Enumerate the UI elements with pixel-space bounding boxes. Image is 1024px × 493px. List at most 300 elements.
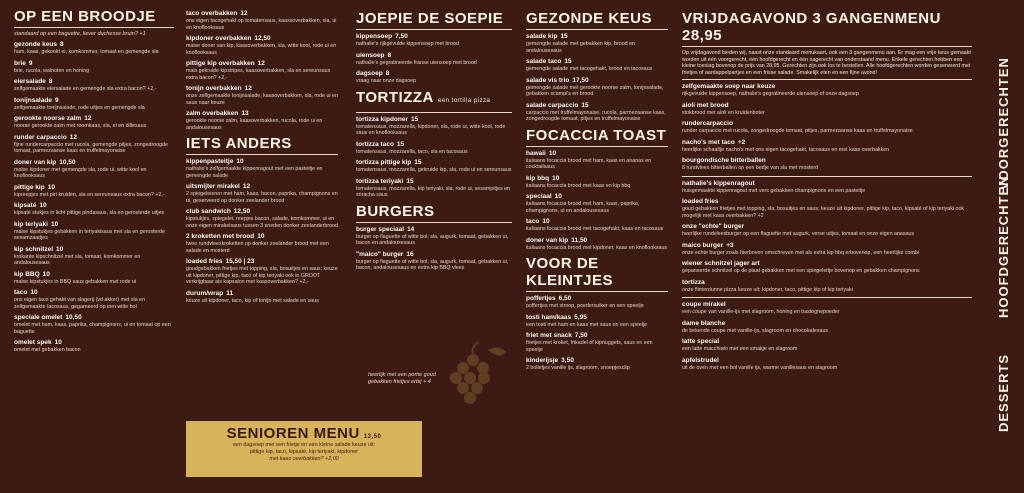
menu-item-name: wiener schnitzel jager art <box>682 260 760 267</box>
menu-item <box>682 320 972 335</box>
menu-item-description: gemengde salade met tacogehakt, brood en tacosaus <box>526 66 653 72</box>
menu-item-name: zelfgemaakte soep naar keuze <box>682 83 776 90</box>
menu-item <box>186 10 338 31</box>
menu-item-name: rundercarpaccio <box>682 120 733 127</box>
kleintjes-heading: VOOR DE KLEINTJES <box>526 255 614 289</box>
menu-item-title <box>14 202 174 210</box>
menu-item-description: tomatensaus, mozzarella, kip teriyaki, sla, rode ui, sesampitjes en sriracha saus <box>356 185 510 198</box>
burgers-heading: BURGERS <box>356 202 435 220</box>
menu-item-price: 16 <box>406 250 414 258</box>
menu-item-name: kip bbq <box>526 174 550 182</box>
menu-item-price: 6,50 <box>558 295 572 302</box>
menu-item-name: eiersalade <box>14 78 46 85</box>
menu-item-description: een tosti met ham en kaas met saus en een speelje <box>526 321 648 328</box>
menu-item <box>14 97 174 112</box>
vrijdag-heading: VRIJDAGAVOND 3 GANGENMENU 28,95 <box>682 10 941 44</box>
menu-item-title <box>682 260 972 268</box>
menu-item <box>14 159 174 180</box>
menu-item-price: 17,50 <box>572 76 589 84</box>
menu-item-name: kippenpasteitje <box>186 158 234 165</box>
menu-item-name: loaded fries <box>186 258 223 265</box>
menu-item-title <box>186 60 338 68</box>
menu-item-name: "maico" burger <box>356 250 404 258</box>
menu-item-price: 12 <box>242 183 251 190</box>
menu-item-description: nathalie's gegratineerde franse uiensoep met brood <box>356 59 477 66</box>
menu-item-description: malse kipdoner met gemengde sla, rode ui, witte kool en knoflooksaus <box>14 166 147 179</box>
menu-item-name: pittige kip overbakken <box>186 60 255 67</box>
menu-item-name: tonijn overbakken <box>186 85 242 92</box>
menu-item-price: 11,50 <box>571 236 588 244</box>
divider <box>356 222 512 223</box>
gezond-heading: GEZONDE KEUS <box>526 10 653 27</box>
menu-item <box>526 58 668 73</box>
menu-item-description: ham, kaas, gekookt ei, komkommer, tomaat en gemengde sla <box>14 49 159 55</box>
menu-item <box>186 183 338 204</box>
menu-item-name: brie <box>14 59 26 67</box>
menu-item-name: coupe mirakel <box>682 301 726 308</box>
menu-item <box>356 251 512 272</box>
vrijdag-intro: Op vrijdagavond bieden wij, naast onze standaard menukaart, ook een 3 gangenmenu aan. Er mag een vrije keus gemaakt worden uit één voorgerecht, één hoofdgerecht en één nagerecht van onderstaand menu. Enkele gerechten hebben een kleine toeslag bovenop de prijs van 28,95. Gerechten zijn ook los te bestellen. Alle hoofdgerechten worden geserveerd met frietjes of aardappelpartjes en een frisse salade. Smakelijk eten en een fijne avond! <box>682 50 971 76</box>
menu-item-name: kipdoner overbakken <box>186 35 252 42</box>
desserts-list <box>682 301 972 371</box>
menu-item-description: ons eigen taco gehakt van slagerij (vd akker) met sla en zelfgemaakte tacosaus, gegarneerd op een witte bol <box>14 297 146 310</box>
broodje-column <box>14 8 174 491</box>
menu-item-description: malse kipstukjes in BBQ saus gebakken met rode ui <box>14 278 137 285</box>
menu-item-description: kipreepjes met piri kruiden, sla en sereunsaus extra bacon? +2,- <box>14 191 165 198</box>
menu-item <box>186 208 338 229</box>
menu-item <box>356 159 512 174</box>
kleintjes-list <box>526 295 668 372</box>
menu-item-name: kip BBQ <box>14 270 40 278</box>
menu-item-price: 10 <box>257 233 265 240</box>
menu-item-title <box>526 102 668 110</box>
menu-item-title <box>356 52 512 60</box>
menu-item-description: zelfgemaakte tonijnsalade, rode uitjes en gemengde sla <box>14 104 145 111</box>
menu-item <box>356 141 512 156</box>
menu-item-title <box>186 258 338 266</box>
menu-item <box>682 157 972 172</box>
menu-item <box>14 289 174 310</box>
menu-item-description: noorse gerookte zalm met roomkaas, sla, ei en dillesaus <box>14 123 147 129</box>
menu-item-price: 10 <box>552 174 560 182</box>
menu-item <box>14 78 174 93</box>
label-hoofdgerechten: HOOFDGERECHTEN <box>996 175 1011 318</box>
menu-item-title <box>682 157 972 165</box>
menu-item-name: tortizza <box>682 278 705 286</box>
menu-item-price: 10 <box>47 183 55 191</box>
menu-item-name: uiensoep <box>356 51 385 59</box>
menu-item <box>186 158 338 179</box>
senioren-title: SENIOREN MENU <box>226 425 360 442</box>
menu-item <box>356 226 512 247</box>
grape-decoration-icon <box>428 338 518 428</box>
menu-item <box>14 271 174 286</box>
menu-item-title <box>14 289 174 297</box>
menu-item-description: italiaans focaccia brood met ham, kaas, paprika, champignons, ui en andalousesaus <box>526 201 640 214</box>
menu-item-description: carpaccio met truffelmayonaise, rucola, parmezaanse kaas, zongedroogde tomaat, pitjes en truffelmayonaise <box>526 109 666 122</box>
menu-item-title <box>14 97 174 105</box>
menu-item-name: salade taco <box>526 58 562 65</box>
menu-item-name: salade kip <box>526 33 558 40</box>
menu-item-title <box>186 10 338 18</box>
menu-item-price: 10 <box>542 218 550 225</box>
menu-item-title <box>526 150 668 158</box>
menu-item-description: mals gekruide kipstripes, kaasoverbakken, sla en sereunsaus extra bacon? +2,- <box>186 68 331 81</box>
menu-item-description: ons eigen tacogehakt op tomatensaus, kaassoverbakken, sla, ui en knoflooksaus <box>186 18 337 31</box>
menu-item-price: 12 <box>244 85 252 92</box>
menu-item-price: 14 <box>407 225 415 233</box>
menu-item-description: nathalie's rijkgevulde kippensoep met brood <box>356 41 459 47</box>
menu-item-name: pittige kip <box>14 183 45 191</box>
menu-item <box>682 180 972 195</box>
menu-item <box>186 258 338 286</box>
menu-item-price: 15 <box>564 58 572 65</box>
menu-item-title <box>186 183 338 191</box>
menu-item <box>14 202 174 217</box>
senioren-menu-box <box>186 421 422 477</box>
menu-item-description: italiaans focaccia brood met tacogehakt, kaas en tacosaus <box>526 226 664 232</box>
menu-item <box>186 60 338 81</box>
menu-item-price: 10 <box>50 220 59 228</box>
menu-item-title <box>682 320 972 328</box>
menu-item-name: dagsoep <box>356 70 383 77</box>
menu-item-title <box>356 33 512 41</box>
menu-item-description: een latte macchiato met een smakje en slagroom <box>682 346 798 352</box>
menu-item-name: salade carpaccio <box>526 101 579 109</box>
menu-item-title <box>356 159 512 167</box>
menu-item-description: brie, rucola, walnoten en honing <box>14 67 90 74</box>
burgers-list <box>356 226 512 272</box>
menu-item-description: gemengde salade met gebakken kip, brood en andalousesaus <box>526 41 635 54</box>
menu-item-description: stokbrood met aioli en kruidenboter <box>682 109 765 116</box>
menu-item-name: 2 kroketten met brood <box>186 233 255 240</box>
menu-item-description: 2 bolletjes vanille ijs, slagroom, snoepjesclip <box>526 365 630 371</box>
menu-item-description: burger op flaguette of witte bol, sla, augurk, tomaat, gebakken ui, bacon en andalousesaus <box>356 233 509 246</box>
divider <box>682 79 972 80</box>
menu-item-title <box>682 198 972 206</box>
menu-item-name: taco <box>526 218 540 225</box>
divider <box>356 112 512 113</box>
overbakken-list <box>186 10 338 131</box>
menu-item <box>356 52 512 67</box>
label-desserts: DESSERTS <box>996 353 1011 432</box>
menu-item-title <box>186 208 338 216</box>
menu-item-title <box>14 115 174 123</box>
menu-item <box>14 314 174 335</box>
menu-item-description: onze echte burger zoals hierboven omschreven met als extra kip bbq erbovenop, een heerlijke combi <box>682 249 920 256</box>
menu-item-price: 10 <box>39 202 47 209</box>
menu-item-name: bourgondische bitterballen <box>682 157 766 164</box>
menu-item-title <box>526 357 668 365</box>
menu-item-name: omelet spek <box>14 339 52 346</box>
menu-item-price: 5,95 <box>574 313 587 321</box>
menu-item-name: gezonde keus <box>14 41 57 48</box>
menu-item-description: goud gebakken frietjes met topping, sla, bosuitjes en saus; keuze uit kipdoner, pittige kip, taco, kipsaté of kip teriyaki ook mogelijk met kaas overbakken? +2 <box>682 206 965 219</box>
menu-item <box>14 60 174 75</box>
menu-item-price: 8 <box>59 41 64 48</box>
menu-item-title <box>526 314 668 322</box>
menu-item <box>682 279 972 294</box>
menu-item-description: tomatensaus, mozzarella, kipdoner, sla, rode ui, witte kool, rode saus en knoflooksaus <box>356 123 506 136</box>
menu-item-price: 9 <box>54 96 59 104</box>
menu-item-name: kip schnitzel <box>14 245 54 253</box>
menu-item-title <box>682 357 972 365</box>
divider <box>526 29 668 30</box>
menu-item <box>682 198 972 219</box>
menu-item-title <box>356 178 512 186</box>
tortizza-subtitle: een tortilla pizza <box>438 97 491 104</box>
menu-item <box>526 295 668 310</box>
menu-item-title <box>356 251 512 259</box>
menu-item-title <box>682 180 972 188</box>
menu-item-name: zalm overbakken <box>186 110 239 117</box>
menu-item-title <box>14 221 174 229</box>
menu-item-title <box>14 159 174 167</box>
menu-item-price: 15,50 | 23 <box>225 258 255 265</box>
menu-item <box>526 332 668 353</box>
menu-item <box>14 184 174 199</box>
menu-item-title <box>682 301 972 309</box>
menu-item-price: 10 <box>30 289 38 296</box>
tortizza-title: TORTIZZA <box>356 88 434 106</box>
menu-item <box>526 218 668 233</box>
menu-item-name: gerookte noorse zalm <box>14 115 82 122</box>
menu-item-description: malse doner van kip, kaasoverbakken, sla, witte kool, rode ui en knoflooksaus <box>186 43 337 56</box>
senioren-desc-1: een dagsoep met een frietje en een kleine salade keuze uit: <box>232 442 376 448</box>
menu-item-price: 15 <box>560 33 568 40</box>
divider <box>682 46 972 47</box>
menu-item-price: 15 <box>406 177 414 185</box>
menu-item-title <box>526 175 668 183</box>
menu-item-name: kinderijsje <box>526 357 559 364</box>
menu-item <box>526 102 668 123</box>
menu-item-title <box>186 290 338 298</box>
menu-item-description: kipstukjes, spiegelei, reepjes bacon, salade, komkommer, ui en onze eigen mirakelsaus tussen 3 sneden donker zeelanderbrood <box>186 216 338 229</box>
menu-item-title <box>682 120 972 128</box>
menu-item-title <box>682 83 972 91</box>
menu-item <box>356 33 512 48</box>
menu-item-price: 12,50 <box>233 208 251 215</box>
menu-item-description: fijne rundercarpaccio met rucola, gemengde pitjes, zongedroogde tomaat, parmezaanse kaas en truffelmayonaise <box>14 141 168 154</box>
menu-item-description: runder carpaccio met rucola, zongedroogde tomaat, pitjes, parmezaanse kaas en truffelmayonaise <box>682 128 913 134</box>
menu-item-price: 15 <box>581 101 589 109</box>
menu-item-description: huisgemaakte kippenragout met vers gebakken champignons en een pasteitje <box>682 187 866 194</box>
menu-item-description: heerlijke rundvleesburger op een flaguette met augurk, verse uitjes, tomaat en onze eigen anasaus <box>682 231 915 237</box>
menu-item-title <box>14 184 174 192</box>
menu-item-price: 10,50 <box>59 158 76 166</box>
menu-item-name: friet met snack <box>526 332 572 339</box>
soepie-heading: JOEPIE DE SOEPIE <box>356 10 504 27</box>
menu-item-description: tomatensaus, mozzarella, gekruide kip, sla, rode ui en sereunsaus <box>356 167 512 173</box>
menu-item-title <box>682 102 972 110</box>
menu-item-description: italiaans focaccia brood met ham, kaas en ananas en cocktailsaus <box>526 157 652 170</box>
menu-item-price: 12 <box>84 115 92 122</box>
senioren-desc-2: pittige kip, taco, kipsaté, kip teriyaki, kipdoner <box>249 449 359 455</box>
menu-item-description: onze flinterdunne pizza keuze uit; kipdoner, taco, pittige kip of kip teriyaki <box>682 286 853 293</box>
menu-item-price: 12 <box>240 10 248 17</box>
menu-item-title <box>356 70 512 78</box>
menu-item <box>526 33 668 54</box>
menu-item-price: 10 <box>236 158 244 165</box>
menu-item-price: 15 <box>414 159 422 166</box>
menu-item-name: apfelstrudel <box>682 356 719 364</box>
menu-item-description: kipsaté stukjes in licht pittige pindasaus, sla en gerosterde uitjes <box>14 210 165 216</box>
menu-item-title <box>682 139 972 147</box>
menu-item-description: malse kipstukjes gebakken in teriyakisaus met sla en gerosterde sesamzaadjes <box>14 228 166 241</box>
menu-item-name: doner van kip <box>526 236 569 244</box>
menu-item-name: club sandwich <box>186 208 231 215</box>
menu-item-price: 8 <box>48 78 53 85</box>
menu-item-description: twee rundvleeskroketten op donker zeelander brood met een salade en mosterd <box>186 241 329 254</box>
menu-item-title <box>186 35 338 43</box>
menu-item-description: burger op flaguette of witte bol, sla, augurk, tomaat, gebakken ui, bacon, andalousesaus en extra kip BBQ vlees <box>356 258 509 271</box>
menu-item-name: loaded fries <box>682 198 719 205</box>
menu-item-title <box>526 295 668 303</box>
menu-item-description: frietjes met kroket, frikadel of kipnuggets, saus en een speelje <box>526 340 653 353</box>
menu-item-price: 15 <box>411 115 419 123</box>
hoofdgerechten-list <box>682 180 972 294</box>
tortizza-heading <box>356 89 512 110</box>
menu-item-title <box>14 60 174 68</box>
menu-item-price: 7,50 <box>574 332 588 339</box>
menu-item-description: italiaans focaccia brood met kipdoner, kaas en knoflooksaus <box>526 244 668 251</box>
focaccia-heading: FOCACCIA TOAST <box>526 126 667 144</box>
menu-item-title <box>526 218 668 226</box>
senioren-heading <box>186 425 422 442</box>
menu-item-description: gepaneerde schnitzel op de plaat gebakken met een spiegeleitje bovenop en gebakken champignons <box>682 268 920 274</box>
menu-item-name: tosti ham/kaas <box>526 313 572 321</box>
anders-list <box>186 158 338 304</box>
menu-item-price: 7,50 <box>395 33 408 40</box>
menu-item <box>682 338 972 353</box>
senioren-price: 13,50 <box>363 434 382 440</box>
menu-item-title <box>526 33 668 41</box>
broodje-note: standaard op een baguette, liever duchesse bruin? +1 <box>14 31 146 37</box>
menu-item-name: tonijnsalade <box>14 96 52 104</box>
menu-item <box>682 260 972 275</box>
senioren-desc-3: met kaas overbakken? +2,00 <box>269 456 339 462</box>
menu-item-price: 3,50 <box>561 357 574 364</box>
menu-item-description: een coupe van vanille-ijs met slagroom, honing en bastognepoeder <box>682 309 840 315</box>
menu-item-title <box>682 338 972 346</box>
menu-item-title <box>186 85 338 93</box>
menu-item-name: taco <box>14 289 28 296</box>
menu-item <box>526 150 668 171</box>
menu-item-name: hawaii <box>526 149 546 157</box>
menu-item <box>682 223 972 238</box>
menu-item <box>526 357 668 372</box>
menu-item-price: +2 <box>737 138 746 146</box>
menu-item-price: 10,50 <box>65 314 82 321</box>
menu-item-description: gerookte noorse zalm, kaasoverbakken, rucola, rode ui en andalousesaus <box>186 118 323 131</box>
menu-item <box>526 193 668 214</box>
menu-item-title <box>14 78 174 86</box>
menu-item-description: 8 rundvlees bitterballen op een bedje van sla met mosterd <box>682 165 819 171</box>
menu-item <box>186 110 338 131</box>
menu-item-description: 2 spiegeleieren met ham, kaas, bacon, paprika, champignons en ui, geserveerd op donker zeelander brood <box>186 191 338 204</box>
menu-item-description: krokante kipschnitzel met sla, tomaat, komkommer en andalousesaus <box>14 253 141 266</box>
menu-item-title <box>14 41 174 49</box>
menu-item-description: vraag naar onze dagsoep <box>356 78 417 84</box>
menu-item-title <box>186 110 338 118</box>
menu-item-description: goudgebakken frietjes met topping, sla, bosuitjes en saus; keuze uit kipdoner, pittige kip, taco of kip teriyaki ook in GROOT verkrijgbaar als kapsalon met kaasoverbakken? +2,- <box>186 266 338 285</box>
menu-item-description: zelfgemaakte eiersalade en gemengde sla extra bacon? +2,- <box>14 86 157 92</box>
soepie-list <box>356 33 512 85</box>
menu-item-name: kipsaté <box>14 202 37 209</box>
menu-item-price: 8 <box>385 70 390 77</box>
menu-item-price: 10 <box>548 149 557 157</box>
label-voorgerechten: VOORGERECHTEN <box>996 57 1011 190</box>
menu-item-title <box>526 332 668 340</box>
menu-item-price: 12 <box>257 60 265 67</box>
menu-item <box>14 339 174 354</box>
divider <box>526 291 668 292</box>
menu-item-price: 12 <box>69 133 77 141</box>
menu-item-price: 15 <box>396 140 405 148</box>
menu-item-description: poffertjes met stroop, poedersuiker en een speelje <box>526 303 644 309</box>
menu-item-name: nacho's met taco <box>682 138 735 146</box>
menu-item-title <box>356 226 512 234</box>
menu-item-name: aioli met brood <box>682 101 729 109</box>
divider <box>356 29 512 30</box>
menu-item <box>682 357 972 372</box>
gezond-column <box>526 10 668 493</box>
menu-item-description: gemengde salade met gerookte noorse zalm, tonijnsalade, gebakken scampi's en brood <box>526 84 664 97</box>
menu-item-name: salade vis trio <box>526 76 570 84</box>
menu-item <box>14 134 174 155</box>
menu-item <box>682 301 972 316</box>
menu-item <box>14 221 174 242</box>
menu-item <box>14 41 174 56</box>
menu-item-name: runder carpaccio <box>14 133 67 141</box>
menu-item-name: doner van kip <box>14 158 57 166</box>
menu-item-title <box>186 158 338 166</box>
menu-item-title <box>682 242 972 250</box>
menu-item-description: keuze uit kipdoner, taco, kip of tonijn met salade en saus <box>186 297 319 304</box>
menu-item-title <box>14 339 174 347</box>
menu-item <box>186 85 338 106</box>
course-labels <box>990 0 1020 483</box>
menu-item-price: 10 <box>42 270 50 278</box>
menu-item-title <box>526 193 668 201</box>
menu-item-price: 9 <box>28 59 33 67</box>
menu-item <box>356 178 512 199</box>
menu-item-title <box>186 233 338 241</box>
broodje-heading: OP EEN BROODJE <box>14 8 156 25</box>
menu-item-name: kippensoep <box>356 33 393 40</box>
menu-item-name: taco overbakken <box>186 10 238 17</box>
menu-item-price: 10 <box>56 245 64 253</box>
menu-item-title <box>356 116 512 124</box>
divider <box>682 176 972 177</box>
anders-heading: IETS ANDERS <box>186 135 292 152</box>
menu-item <box>186 290 338 305</box>
menu-item-price: 8 <box>387 51 392 59</box>
divider <box>186 154 338 155</box>
menu-item-name: burger speciaal <box>356 225 405 233</box>
menu-item-description: omelet met ham, kaas, paprika, champignons, ui en tomaat op een baguette <box>14 322 171 335</box>
menu-item-description: uit de oven met een bol vanille ijs, warme vanillesaus en slagroom <box>682 364 838 371</box>
menu-item-description: rijkgevulde kippensoep, nathalie's gegratineerde uiensoep of onze dagsoep <box>682 91 859 97</box>
menu-item <box>526 237 668 252</box>
menu-item-name: dame blanche <box>682 319 726 327</box>
menu-item-name: latte special <box>682 338 720 345</box>
focaccia-list <box>526 150 668 252</box>
menu-item-name: speciaal <box>526 193 552 200</box>
menu-item-description: italiaans focaccia brood met kaas en kip bbq <box>526 182 631 189</box>
broodje-list <box>14 41 174 354</box>
menu-item-description: de bekende coupe met vanille-ijs, slagroom en chocoladesaus <box>682 327 829 334</box>
